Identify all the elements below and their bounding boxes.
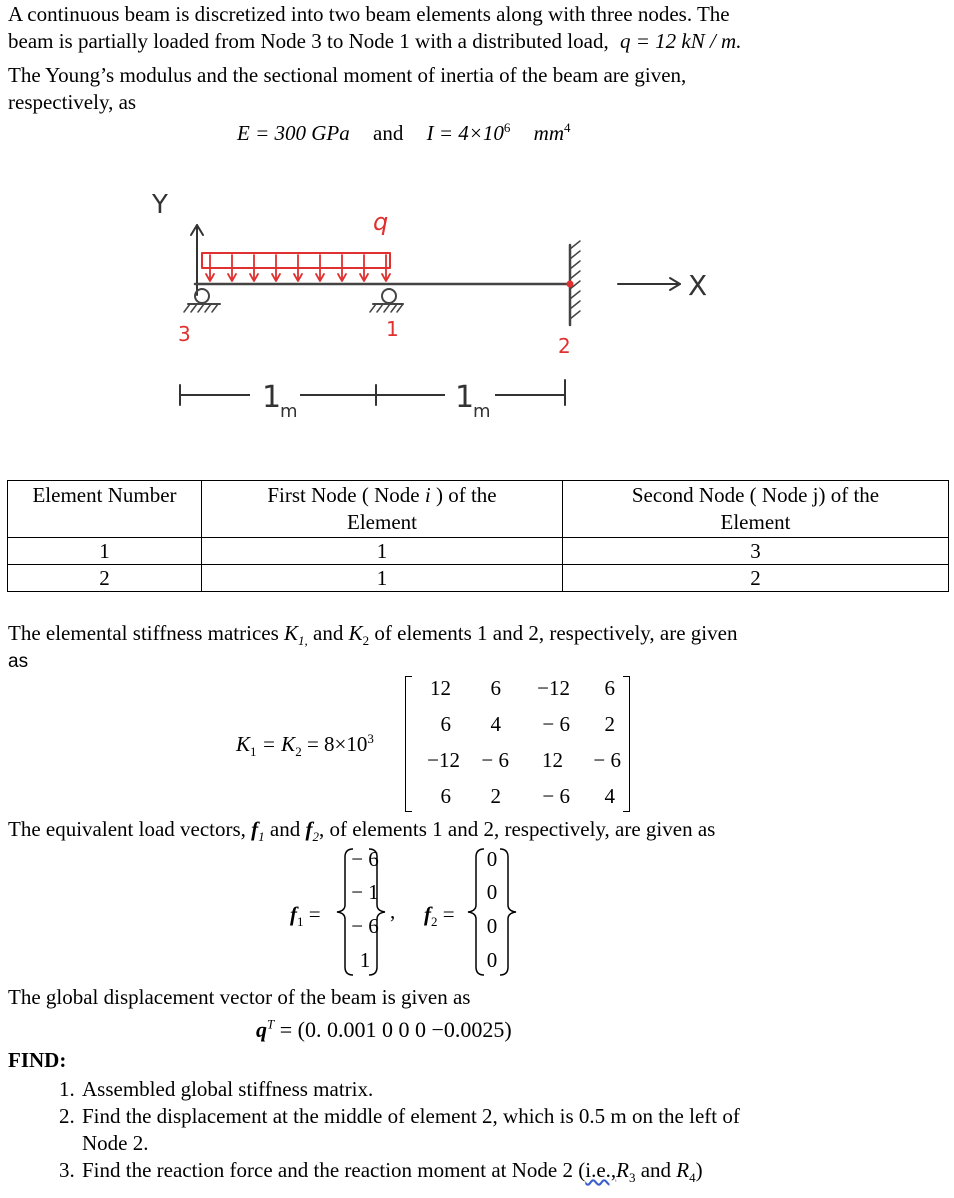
- lhs-factor: = 8×10: [301, 732, 368, 756]
- table-cell: 1: [202, 565, 563, 592]
- list-item: [80, 1103, 740, 1157]
- list-item: [80, 1076, 740, 1103]
- loads-text-pre: The equivalent load vectors,: [8, 817, 246, 841]
- matrix-cell: 12: [430, 676, 451, 700]
- y-axis-label: Y: [152, 190, 168, 220]
- f1-value: − 6: [351, 847, 379, 871]
- span-unit-2: m: [473, 401, 491, 422]
- stiffness-text-post: of elements 1 and 2, respectively, are given: [374, 621, 738, 645]
- find-item-3-r3-sub: 3: [628, 1170, 636, 1186]
- table-header-row: [8, 481, 949, 538]
- youngs-modulus: E = 300 GPa: [237, 121, 350, 145]
- f1-value: − 6: [351, 914, 379, 938]
- x-axis-label: X: [688, 269, 708, 302]
- intro-line-4: respectively, as: [8, 90, 137, 114]
- f2-symbol: f: [305, 817, 313, 841]
- find-heading: FIND:: [8, 1048, 67, 1072]
- find-item-1: Assembled global stiffness matrix.: [82, 1077, 374, 1101]
- find-item-3-ie: i.e.,: [585, 1158, 617, 1182]
- intro-line-2-text: beam is partially loaded from Node 3 to Node 1 with a distributed load,: [8, 29, 609, 53]
- q-transpose: T: [267, 1016, 275, 1032]
- f1-vector: [345, 847, 385, 977]
- loads-line: [8, 816, 715, 843]
- matrix-cell: 2: [604, 712, 615, 736]
- matrix-cell: 4: [490, 712, 501, 736]
- f2-value: 0: [486, 880, 498, 904]
- lhs-eq: = K: [256, 732, 296, 756]
- intro-line-2: [8, 28, 741, 55]
- k1-sub: 1,: [298, 633, 308, 649]
- matrix-cell: −12: [537, 676, 570, 700]
- k2-sub: 2: [362, 633, 370, 649]
- matrix-cell: 6: [490, 676, 501, 700]
- inertia-unit: mm: [533, 121, 565, 145]
- matrix-cell: 2: [490, 784, 501, 808]
- header-first-node-c: Element: [347, 510, 417, 534]
- span-label-2: 1: [455, 380, 475, 415]
- k2-symbol: K: [348, 621, 363, 645]
- node-label-1: 1: [386, 317, 399, 341]
- header-second-node: [563, 481, 949, 538]
- table-cell: 3: [563, 538, 949, 565]
- matrix-cell: 4: [604, 784, 615, 808]
- table-cell: 1: [8, 538, 202, 565]
- matrix-cell: 12: [542, 748, 563, 772]
- f1-lhs-symbol: f: [290, 902, 297, 926]
- header-first-node-b: ) of the: [430, 483, 497, 507]
- node-label-2: 2: [558, 334, 571, 358]
- displacement-line: The global displacement vector of the beam is given as: [8, 985, 471, 1009]
- table-row: [8, 565, 949, 592]
- matrix-cell: −12: [427, 748, 460, 772]
- loads-and: and: [264, 817, 306, 841]
- header-element-number: Element Number: [8, 481, 202, 538]
- matrix-cell: 6: [440, 784, 451, 808]
- table-cell: 2: [563, 565, 949, 592]
- lhs-sub-1: 1: [250, 744, 257, 760]
- stiffness-lhs: [236, 731, 374, 758]
- stiffness-matrix: [405, 676, 630, 812]
- table-row: [8, 538, 949, 565]
- f2-value: 0: [486, 847, 498, 871]
- find-list: [36, 1076, 740, 1184]
- lhs-k: K: [236, 732, 251, 756]
- element-table: [7, 480, 949, 592]
- find-item-2: Find the displacement at the middle of element 2, which is 0.5 m on the left of: [82, 1104, 740, 1128]
- vector-separator: ,: [390, 899, 396, 923]
- f1-lhs-sub: 1: [297, 914, 304, 930]
- stiffness-line-2: as: [8, 651, 29, 672]
- matrix-row: [405, 748, 630, 776]
- stiffness-line-1: [8, 620, 737, 647]
- list-item: [80, 1157, 740, 1184]
- span-label-1: 1: [262, 380, 282, 415]
- f2-lhs-sub: 2: [431, 914, 438, 930]
- header-first-node-i: i: [424, 483, 431, 507]
- table-cell: 1: [202, 538, 563, 565]
- loads-text-post: , of elements 1 and 2, respectively, are given as: [319, 817, 716, 841]
- properties-line: [237, 120, 571, 147]
- inertia-unit-exponent: 4: [564, 120, 571, 135]
- matrix-row: [405, 784, 630, 812]
- matrix-cell: − 6: [542, 784, 570, 808]
- find-item-2-cont: Node 2.: [82, 1131, 149, 1155]
- f1-lhs: $f_1$ =: [290, 902, 321, 930]
- find-item-3-r4-sub: 4: [689, 1170, 696, 1186]
- f2-value: 0: [486, 948, 498, 972]
- matrix-row: [405, 712, 630, 740]
- intro-line-1: A continuous beam is discretized into two beam elements along with three nodes. The: [8, 2, 730, 26]
- matrix-cell: − 6: [542, 712, 570, 736]
- k1-symbol: K: [284, 621, 299, 645]
- f2-sub: 2: [312, 829, 319, 845]
- q-values: = (0. 0.001 0 0 0 −0.0025): [274, 1017, 512, 1042]
- find-item-3-r3: R: [616, 1158, 629, 1182]
- f2-vector: [476, 847, 508, 977]
- matrix-cell: − 6: [593, 748, 621, 772]
- matrix-cell: 6: [440, 712, 451, 736]
- lhs-factor-exp: 3: [367, 731, 374, 746]
- header-first-node-a: First Node ( Node: [267, 483, 425, 507]
- find-item-3-r4: R: [676, 1158, 690, 1182]
- moment-of-inertia: I = 4×10: [426, 121, 504, 145]
- f1-symbol: f: [251, 817, 259, 841]
- load-expression: q = 12 kN / m.: [619, 29, 742, 53]
- lhs-sub-2: 2: [295, 744, 302, 760]
- inertia-exponent: 6: [503, 120, 511, 135]
- properties-and: and: [373, 121, 404, 145]
- f1-value: − 1: [351, 880, 379, 904]
- matrix-cell: − 6: [481, 748, 509, 772]
- q-symbol: q: [256, 1017, 267, 1042]
- f2-lhs: $f_2$ =: [424, 902, 455, 930]
- find-item-3: Find the reaction force and the reaction moment at Node 2 (: [82, 1158, 586, 1182]
- intro-line-3: The Young’s modulus and the sectional moment of inertia of the beam are given,: [8, 63, 687, 87]
- node-label-3: 3: [178, 322, 191, 346]
- beam-figure: [140, 185, 740, 425]
- stiffness-text-and: and: [313, 621, 344, 645]
- header-first-node: [202, 481, 563, 538]
- f1-value: 1: [359, 948, 371, 972]
- find-item-3-and: and: [635, 1158, 677, 1182]
- f1-sub: 1: [258, 829, 265, 845]
- matrix-row: [405, 676, 630, 704]
- displacement-expression: [256, 1016, 512, 1043]
- span-unit-1: m: [280, 401, 298, 422]
- load-label: q: [373, 208, 389, 236]
- matrix-cell: 6: [604, 676, 615, 700]
- header-second-node-b: Element: [720, 510, 791, 534]
- f2-lhs-symbol: f: [424, 902, 431, 926]
- stiffness-text-pre: The elemental stiffness matrices: [8, 621, 279, 645]
- f2-value: 0: [486, 914, 498, 938]
- table-cell: 2: [8, 565, 202, 592]
- header-second-node-a: Second Node ( Node j) of the: [631, 483, 880, 507]
- find-item-3-end: ): [695, 1158, 703, 1182]
